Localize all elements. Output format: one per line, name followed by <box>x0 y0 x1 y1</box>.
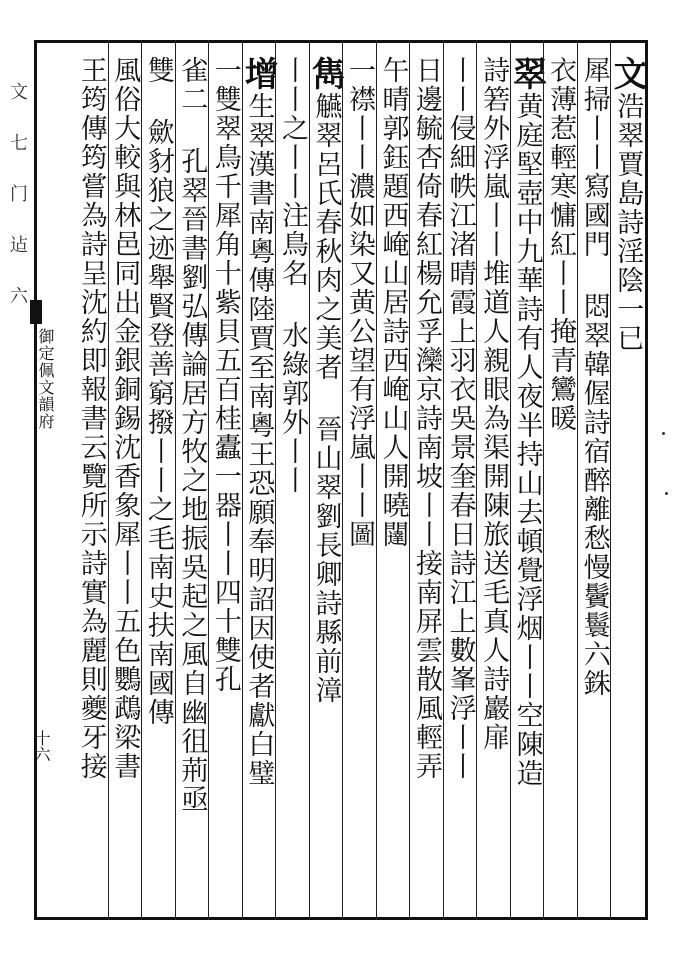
column-lead: 增 <box>238 56 279 92</box>
column-lead: 文 <box>607 56 648 92</box>
column-rule <box>108 40 109 920</box>
column-rule <box>476 40 477 920</box>
column-rule <box>275 40 276 920</box>
column-rule <box>543 40 544 920</box>
column-text: 風俗大較與林邑同出金銀銅錫沈香象犀丨丨五色鸚鵡梁書 <box>109 56 141 781</box>
column-text: 王筠傳筠嘗為詩呈沈約即報書云覽所示詩實為麗則夔牙接 <box>75 56 107 781</box>
column-rule <box>242 40 243 920</box>
column-text: 觾翠呂氏春秋肉之美者 晉山翠劉長卿詩縣前漳 <box>310 92 342 705</box>
column-text: 黄庭堅壺中九華詩有人夜半持山去頓覺浮烟丨丨空陳造 <box>511 92 543 788</box>
column-lead: 雋 <box>305 56 346 92</box>
column-rule <box>510 40 511 920</box>
margin-dot <box>665 492 668 495</box>
text-column <box>70 56 112 912</box>
column-rule <box>409 40 410 920</box>
column-rule <box>443 40 444 920</box>
fish-tail-mark <box>30 300 42 324</box>
column-rule <box>577 40 578 920</box>
column-text: 午晴郭鈺題西崦山居詩西崦山人開曉闥 <box>377 56 409 549</box>
column-text: 生翠漢書南粵傳陸賈至南粵王恐願奉明詔因使者獻白璧 <box>243 92 275 788</box>
left-margin <box>0 40 34 920</box>
column-text: 丨丨之丨丨注鳥名 水綠郭外丨丨 <box>276 56 308 495</box>
column-text: 丨丨侵細帙江渚晴霞上羽衣吳景奎春日詩江上數峯浮丨丨 <box>444 56 476 781</box>
column-text: 雙 歛豺狼之迹舉賢登善窮撥丨丨之毛南史扶南國傳 <box>142 56 174 727</box>
margin-dot <box>662 432 665 435</box>
book-title: 御定佩文韻府 <box>36 328 55 430</box>
column-rule <box>610 40 611 920</box>
column-rule <box>141 40 142 920</box>
column-text: 雀二 孔翠晉書劉弘傳論居方牧之地振吳起之風自幽徂荊亟 <box>176 56 208 814</box>
page-number: 十六 <box>32 730 51 762</box>
column-text: 詩箬外浮嵐丨丨堆道人親眼為渠開陳旅送毛真人詩巖扉 <box>478 56 510 752</box>
column-rule <box>208 40 209 920</box>
column-rule <box>342 40 343 920</box>
column-text: 浩翠賈島詩淫陰一已 <box>612 92 644 353</box>
column-text: 犀掃丨丨寫國門 悶翠韓偓詩宿醉離愁慢鬢鬟六銖 <box>578 56 610 698</box>
column-text: 一雙翠鳥千犀角十紫貝五百桂蠹一器丨丨四十雙孔 <box>209 56 241 694</box>
column-text: 日邊毓杏倚春紅楊允孚灤京詩南坡丨丨接南屏雲散風輕弄 <box>411 56 443 781</box>
column-text: 一襟丨丨濃如染又黄公望有浮嵐丨丨圖 <box>344 56 375 549</box>
column-text: 衣薄惹輕寒慵紅丨丨掩青鸞暖 <box>545 56 577 433</box>
edge-text: 文 七 门 迠 六 <box>7 82 28 310</box>
column-rule <box>376 40 377 920</box>
column-rule <box>309 40 310 920</box>
column-rule <box>175 40 176 920</box>
column-lead: 翠 <box>506 56 547 92</box>
